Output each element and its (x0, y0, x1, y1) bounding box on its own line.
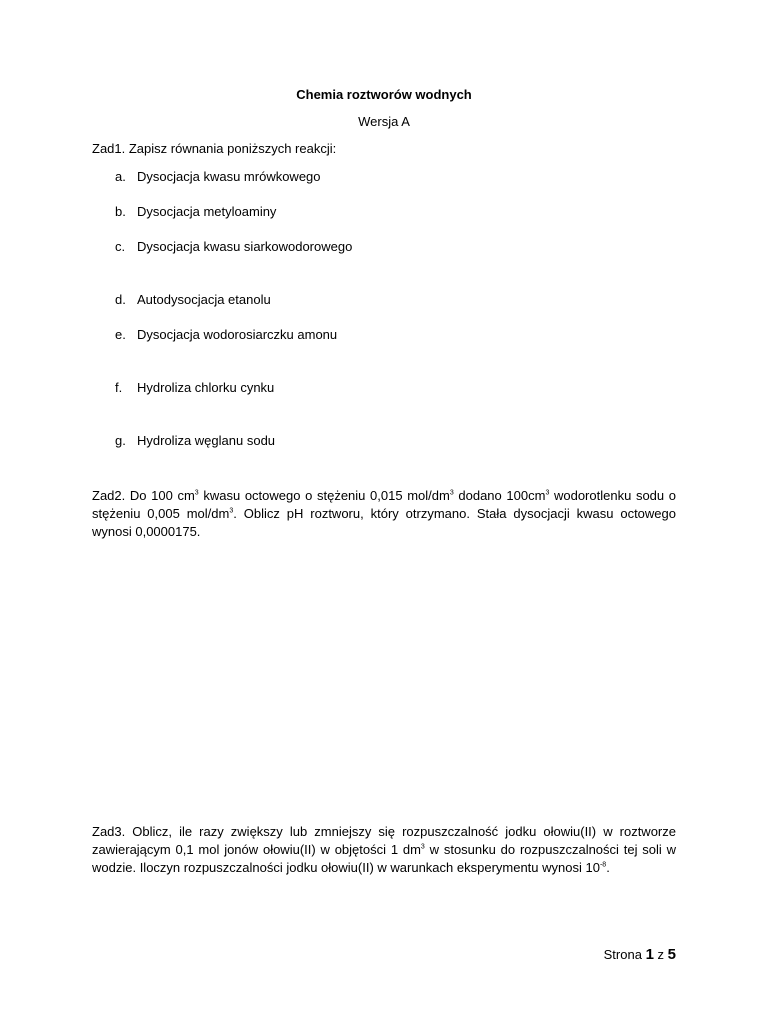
list-letter: a. (115, 169, 126, 184)
task1-heading: Zad1. Zapisz równania poniższych reakcji: (92, 141, 337, 156)
document-version: Wersja A (358, 114, 410, 129)
list-item-text: Hydroliza chlorku cynku (137, 380, 275, 395)
list-letter: g. (115, 433, 126, 448)
list-item-text: Dysocjacja kwasu siarkowodorowego (137, 239, 353, 254)
list-item-text: Dysocjacja metyloaminy (137, 204, 277, 219)
list-item-text: Dysocjacja wodorosiarczku amonu (137, 327, 338, 342)
footer-label: Strona (603, 947, 642, 962)
list-letter: e. (115, 327, 126, 342)
task3-paragraph: Zad3. Oblicz, ile razy zwiększy lub zmniejszy się rozpuszczalność jodku ołowiu(II) w roztworze zawierającym 0,1 mol jonów ołowiu(II) w objętości 1 $dm^3$ w stosunku do rozpuszczalności tej soli w wodzie. Iloczyn rozpuszczalności jodku ołowiu(II) w warunkach eksperymentu wynosi $10^{-8}$. (92, 824, 676, 875)
task1-item (115, 239, 352, 254)
list-item-text: Dysocjacja kwasu mrówkowego (137, 169, 321, 184)
total-pages-number: 5 (667, 946, 676, 963)
task1-item (115, 169, 321, 184)
footer-separator: z (657, 947, 665, 962)
task1-item (115, 204, 276, 219)
list-item-text: Autodysocjacja etanolu (137, 292, 271, 307)
document-title: Chemia roztworów wodnych (296, 87, 472, 102)
page-footer (604, 946, 676, 963)
current-page-number: 1 (645, 946, 654, 963)
task1-item (115, 292, 271, 307)
task1-item (115, 327, 337, 342)
list-letter: b. (115, 204, 126, 219)
list-item-text: Hydroliza węglanu sodu (137, 433, 276, 448)
list-letter: c. (115, 239, 126, 254)
list-letter: f. (115, 380, 123, 395)
task2-paragraph: Zad2. Do 100 $cm^3$ kwasu octowego o stężeniu 0,015 mol/$dm^3$ dodano $100cm^3$ wodorotlenku sodu o stężeniu 0,005 mol/$dm^3$. Oblicz pH roztworu, który otrzymano. Stała dysocjacji kwasu octowego wynosi 0,0000175. (92, 488, 677, 539)
task1-item (115, 380, 274, 395)
task1-item (115, 433, 275, 448)
list-letter: d. (115, 292, 126, 307)
